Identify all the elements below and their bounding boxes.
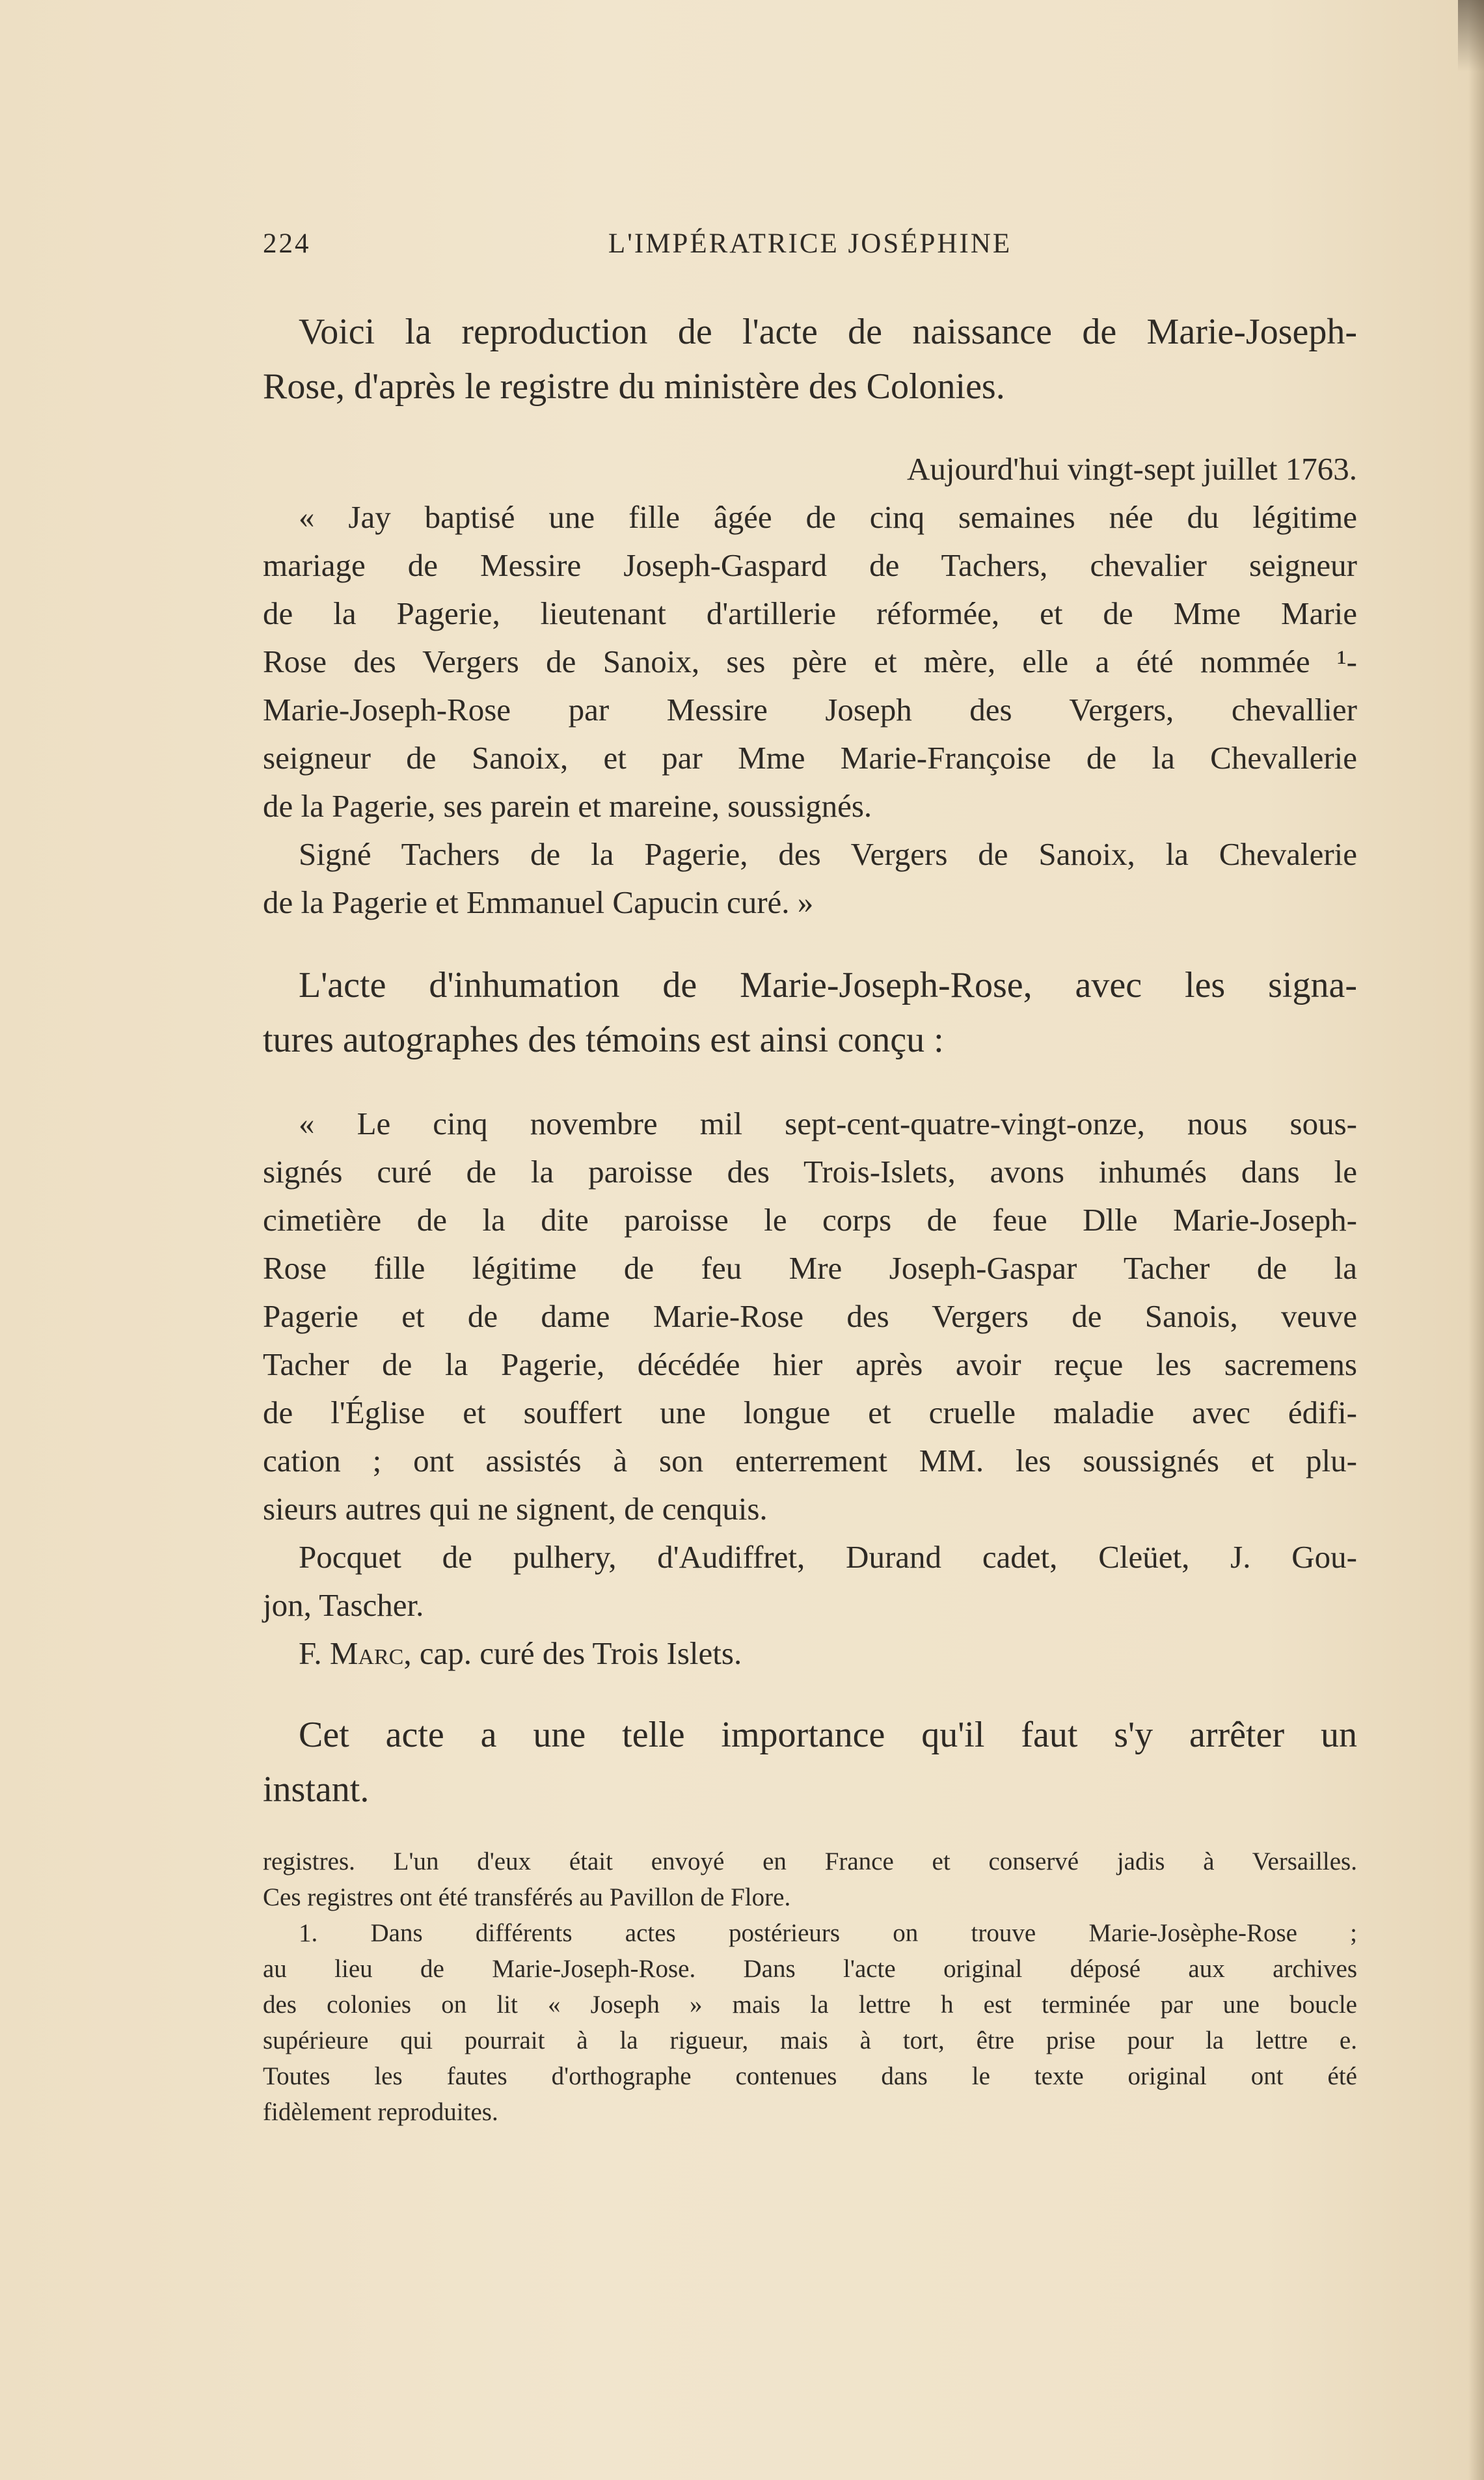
text-line: de la Pagerie et Emmanuel Capucin curé. » [263, 884, 814, 920]
burial-act-quote [263, 1100, 1357, 1678]
footnote-line: 1. Dans différents actes postérieurs on trouve Marie-Josèphe-Rose ; [299, 1919, 1357, 1947]
text-line: Signé Tachers de la Pagerie, des Vergers de Sanoix, la Chevalerie [299, 836, 1357, 872]
footnote-line: fidèlement reproduites. [263, 2098, 498, 2126]
text-line: Rose, d'après le registre du ministère des Colonies. [263, 366, 1005, 407]
footnote-line: Toutes les fautes d'orthographe contenues dans le texte original ont été [263, 2062, 1357, 2090]
text-line: de la Pagerie, ses parein et mareine, soussignés. [263, 788, 872, 824]
text-line: L'acte d'inhumation de Marie-Joseph-Rose, avec les signa- [299, 965, 1357, 1005]
text-line: jon, Tascher. [263, 1587, 424, 1623]
text-line: tures autographes des témoins est ainsi conçu : [263, 1020, 944, 1060]
text-line: de l'Église et souffert une longue et cruelle maladie avec édifi- [263, 1395, 1357, 1430]
page-header [263, 228, 1357, 273]
footnotes [263, 1844, 1357, 2130]
text-line: Pagerie et de dame Marie-Rose des Vergers de Sanois, veuve [263, 1298, 1357, 1334]
text-line: Tacher de la Pagerie, décédée hier après avoir reçue les sacremens [263, 1346, 1357, 1382]
running-title: L'IMPÉRATRICE JOSÉPHINE [608, 228, 1012, 259]
footnote-line: registres. L'un d'eux était envoyé en France et conservé jadis à Versailles. [263, 1847, 1357, 1875]
text-line: Voici la reproduction de l'acte de naissance de Marie-Joseph- [299, 312, 1357, 352]
text-line: Rose fille légitime de feu Mre Joseph-Gaspar Tacher de la [263, 1250, 1357, 1286]
transition-paragraph [263, 958, 1357, 1067]
text-line: Marie-Joseph-Rose par Messire Joseph des Vergers, chevallier [263, 692, 1357, 728]
text-line: cation ; ont assistés à son enterrement MM. les soussignés et plu- [263, 1443, 1357, 1478]
footnote-line: supérieure qui pourrait à la rigueur, mais à tort, être prise pour la lettre e. [263, 2026, 1357, 2054]
signature-name: F. Marc [299, 1635, 404, 1671]
birth-act-date: Aujourd'hui vingt-sept juillet 1763. [906, 451, 1357, 487]
footnote-line: Ces registres ont été transférés au Pavillon de Flore. [263, 1883, 791, 1911]
text-line: mariage de Messire Joseph-Gaspard de Tachers, chevalier seigneur [263, 547, 1357, 583]
text-line: seigneur de Sanoix, et par Mme Marie-Françoise de la Chevallerie [263, 740, 1357, 776]
text-line: sieurs autres qui ne signent, de cenquis. [263, 1491, 768, 1527]
page-corner-shadow [1458, 0, 1484, 72]
text-line: cimetière de la dite paroisse le corps de feue Dlle Marie-Joseph- [263, 1202, 1357, 1238]
signature-rest: , cap. curé des Trois Islets. [403, 1635, 742, 1671]
footnote-line: au lieu de Marie-Joseph-Rose. Dans l'acte original déposé aux archives [263, 1955, 1357, 1983]
conclusion-paragraph [263, 1708, 1357, 1817]
birth-act-quote [263, 445, 1357, 927]
text-line: Cet acte a une telle importance qu'il faut s'y arrêter un [299, 1715, 1357, 1755]
footnote-line: des colonies on lit « Joseph » mais la lettre h est terminée par une boucle [263, 1991, 1357, 2019]
page-edge-shadow [1468, 0, 1484, 2480]
page-number: 224 [263, 228, 311, 259]
text-line: « Jay baptisé une fille âgée de cinq semaines née du légitime [299, 499, 1357, 535]
text-line: instant. [263, 1769, 370, 1810]
text-line: Pocquet de pulhery, d'Audiffret, Durand cadet, Cleüet, J. Gou- [299, 1539, 1357, 1575]
signature-line [263, 1629, 1357, 1678]
text-line: Rose des Vergers de Sanoix, ses père et mère, elle a été nommée ¹- [263, 644, 1357, 679]
text-line: de la Pagerie, lieutenant d'artillerie réformée, et de Mme Marie [263, 595, 1357, 631]
text-line: « Le cinq novembre mil sept-cent-quatre-vingt-onze, nous sous- [299, 1106, 1357, 1141]
text-line: signés curé de la paroisse des Trois-Islets, avons inhumés dans le [263, 1154, 1357, 1190]
intro-paragraph [263, 305, 1357, 414]
